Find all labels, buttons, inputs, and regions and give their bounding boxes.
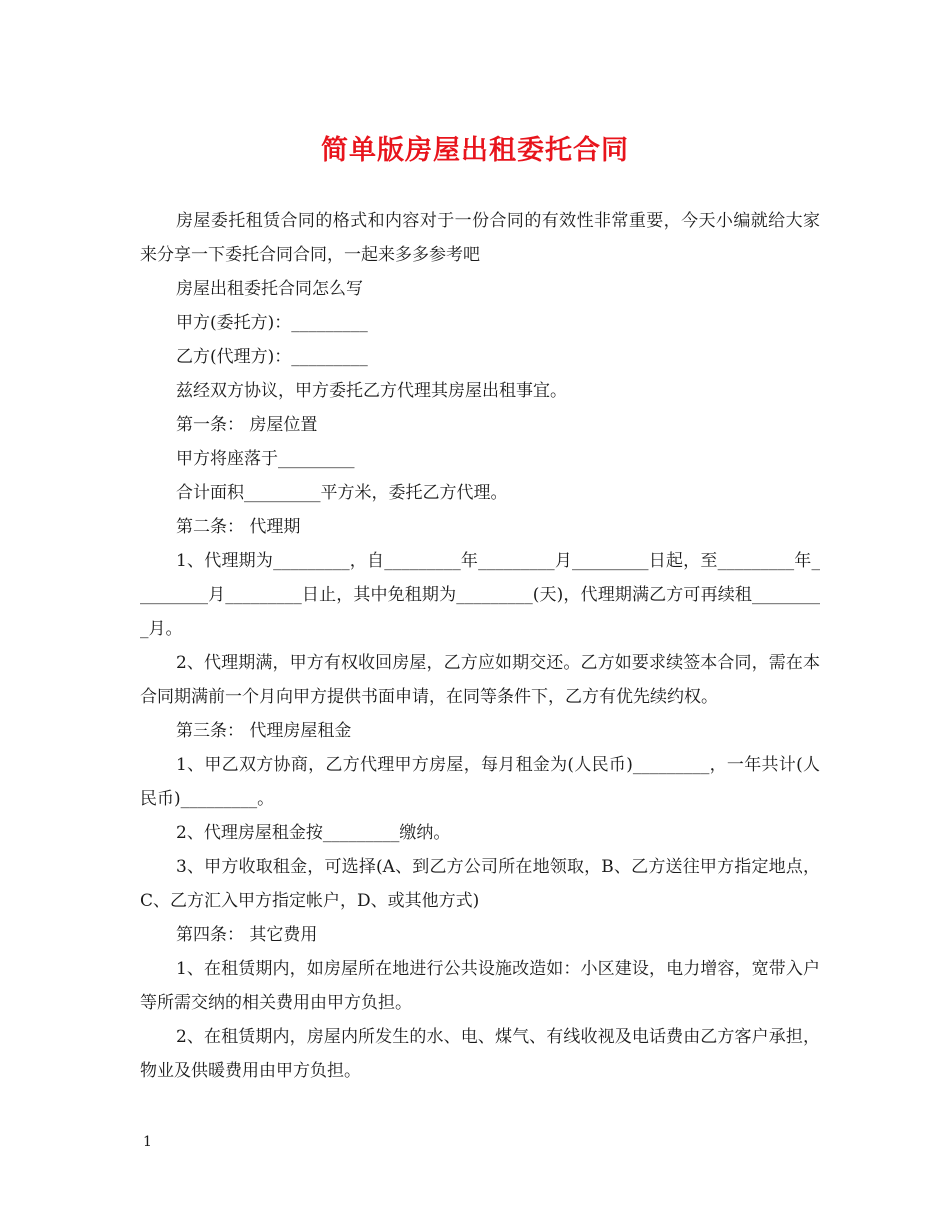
property-location-line: 甲方将座落于_________ [176, 449, 355, 469]
article-4-heading: 第四条： 其它费用 [176, 925, 318, 945]
article-1-heading: 第一条： 房屋位置 [176, 415, 318, 435]
page-number: 1 [143, 1134, 152, 1150]
agreement-statement: 兹经双方协议，甲方委托乙方代理其房屋出租事宜。 [176, 381, 567, 401]
subheading-how-to-write: 房屋出租委托合同怎么写 [176, 279, 363, 299]
rent-amount-clause: 1、甲乙双方协商，乙方代理甲方房屋，每月租金为(人民币)_________，一年共计(人民币)_________。 [140, 755, 820, 809]
agency-period-clause: 1、代理期为_________，自_________年_________月_________日起，至_________年_________月_________日止，其中免租期为_________(天)，代理期满乙方可再续租_________月。 [140, 551, 820, 639]
party-a-line: 甲方(委托方)：_________ [176, 313, 368, 333]
utility-fee-clause: 2、在租赁期内，房屋内所发生的水、电、煤气、有线收视及电话费由乙方客户承担，物业及供暖费用由甲方负担。 [140, 1027, 820, 1081]
public-facility-fee-clause: 1、在租赁期内，如房屋所在地进行公共设施改造如：小区建设，电力增容，宽带入户等所需交纳的相关费用由甲方负担。 [140, 959, 820, 1013]
article-2-heading: 第二条： 代理期 [176, 517, 301, 537]
rent-collection-clause: 3、甲方收取租金，可选择(A、到乙方公司所在地领取，B、乙方送往甲方指定地点，C、乙方汇入甲方指定帐户，D、或其他方式) [140, 857, 820, 911]
document-body [140, 204, 820, 1088]
article-3-heading: 第三条： 代理房屋租金 [176, 721, 352, 741]
party-b-line: 乙方(代理方)：_________ [176, 347, 368, 367]
property-area-line: 合计面积_________平方米，委托乙方代理。 [176, 483, 508, 503]
rent-payment-clause: 2、代理房屋租金按_________缴纳。 [176, 823, 451, 843]
document-title: 简单版房屋出租委托合同 [321, 135, 629, 166]
agency-expiry-clause: 2、代理期满，甲方有权收回房屋，乙方应如期交还。乙方如要求续签本合同，需在本合同期满前一个月向甲方提供书面申请，在同等条件下，乙方有优先续约权。 [140, 653, 820, 707]
intro-paragraph: 房屋委托租赁合同的格式和内容对于一份合同的有效性非常重要，今天小编就给大家来分享一下委托合同合同，一起来多多参考吧 [140, 211, 820, 265]
